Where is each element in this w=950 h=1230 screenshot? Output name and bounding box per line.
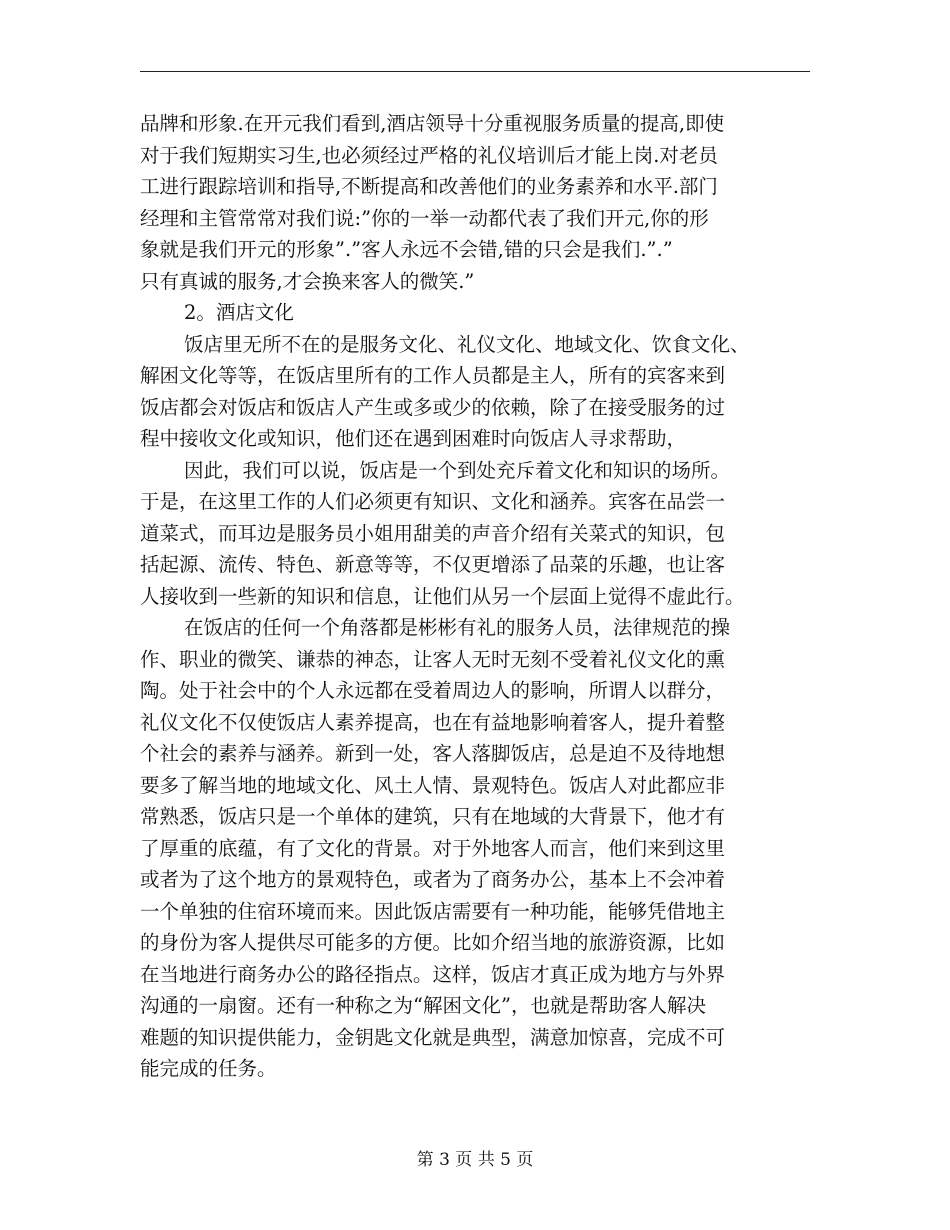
text-line: 能完成的任务。 [140,1057,277,1080]
text-line: 经理和主管常常对我们说:”你的一举一动都代表了我们开元,你的形 [140,206,709,230]
text-line: 工进行跟踪培训和指导,不断提高和改善他们的业务素养和水平.部门 [140,175,718,198]
text-line: 或者为了这个地方的景观特色，或者为了商务办公，基本上不会冲着 [140,868,726,891]
text-line: 在当地进行商务办公的路径指点。这样，饭店才真正成为地方与外界 [140,962,726,986]
text-line: 括起源、流传、特色、新意等等，不仅更增添了品菜的乐趣，也让客 [140,553,726,576]
header-rule [140,71,810,72]
text-line: 要多了解当地的地域文化、风土人情、景观特色。饭店人对此都应非 [140,773,726,797]
text-line: 个社会的素养与涵养。新到一处，客人落脚饭店，总是迫不及待地想 [140,742,726,765]
text-line: 难题的知识提供能力，金钥匙文化就是典型，满意加惊喜，完成不可 [140,1025,726,1049]
text-line: 的身份为客人提供尽可能多的方便。比如介绍当地的旅游资源，比如 [140,931,726,954]
text-line: 解困文化等等，在饭店里所有的工作人员都是主人，所有的宾客来到 [140,364,726,387]
text-line: 程中接收文化或知识，他们还在遇到困难时向饭店人寻求帮助， [140,427,687,450]
text-line: 对于我们短期实习生,也必须经过严格的礼仪培训后才能上岗.对老员 [140,143,718,167]
page-number-footer: 第 3 页 共 5 页 [416,1150,534,1170]
text-line: 道菜式，而耳边是服务员小姐用甜美的声音介绍有关菜式的知识，包 [140,521,726,545]
text-line: 饭店都会对饭店和饭店人产生或多或少的依赖，除了在接受服务的过 [140,395,726,419]
section-heading: 2。酒店文化 [184,301,294,324]
text-line: 一个单独的住宿环境而来。因此饭店需要有一种功能，能够凭借地主 [140,899,726,923]
text-line: 品牌和形象.在开元我们看到,酒店领导十分重视服务质量的提高,即使 [140,112,725,135]
text-line: 作、职业的微笑、谦恭的神态，让客人无时无刻不受着礼仪文化的熏 [140,647,726,671]
text-line: 于是，在这里工作的人们必须更有知识、文化和涵养。宾客在品尝一 [140,490,726,513]
paragraph-start: 饭店里无所不在的是服务文化、礼仪文化、地域文化、饮食文化、 [184,332,750,356]
text-line: 礼仪文化不仅使饭店人素养提高，也在有益地影响着客人，提升着整 [140,710,726,734]
text-line: 只有真诚的服务,才会换来客人的微笑.” [140,269,475,293]
text-line: 常熟悉，饭店只是一个单体的建筑，只有在地域的大背景下，他才有 [140,805,726,828]
text-line: 沟通的一扇窗。还有一种称之为“解困文化”，也就是帮助客人解决 [140,994,706,1017]
text-line: 人接收到一些新的知识和信息，让他们从另一个层面上觉得不虚此行。 [140,584,745,608]
paragraph-start: 在饭店的任何一个角落都是彬彬有礼的服务人员，法律规范的操 [184,616,731,639]
document-body [140,108,810,1085]
text-line: 陶。处于社会中的个人永远都在受着周边人的影响，所谓人以群分， [140,679,726,702]
text-line: 象就是我们开元的形象”.”客人永远不会错,错的只会是我们.”.” [140,238,673,261]
text-line: 了厚重的底蕴，有了文化的背景。对于外地客人而言，他们来到这里 [140,836,726,860]
paragraph-start: 因此，我们可以说，饭店是一个到处充斥着文化和知识的场所。 [184,458,731,482]
